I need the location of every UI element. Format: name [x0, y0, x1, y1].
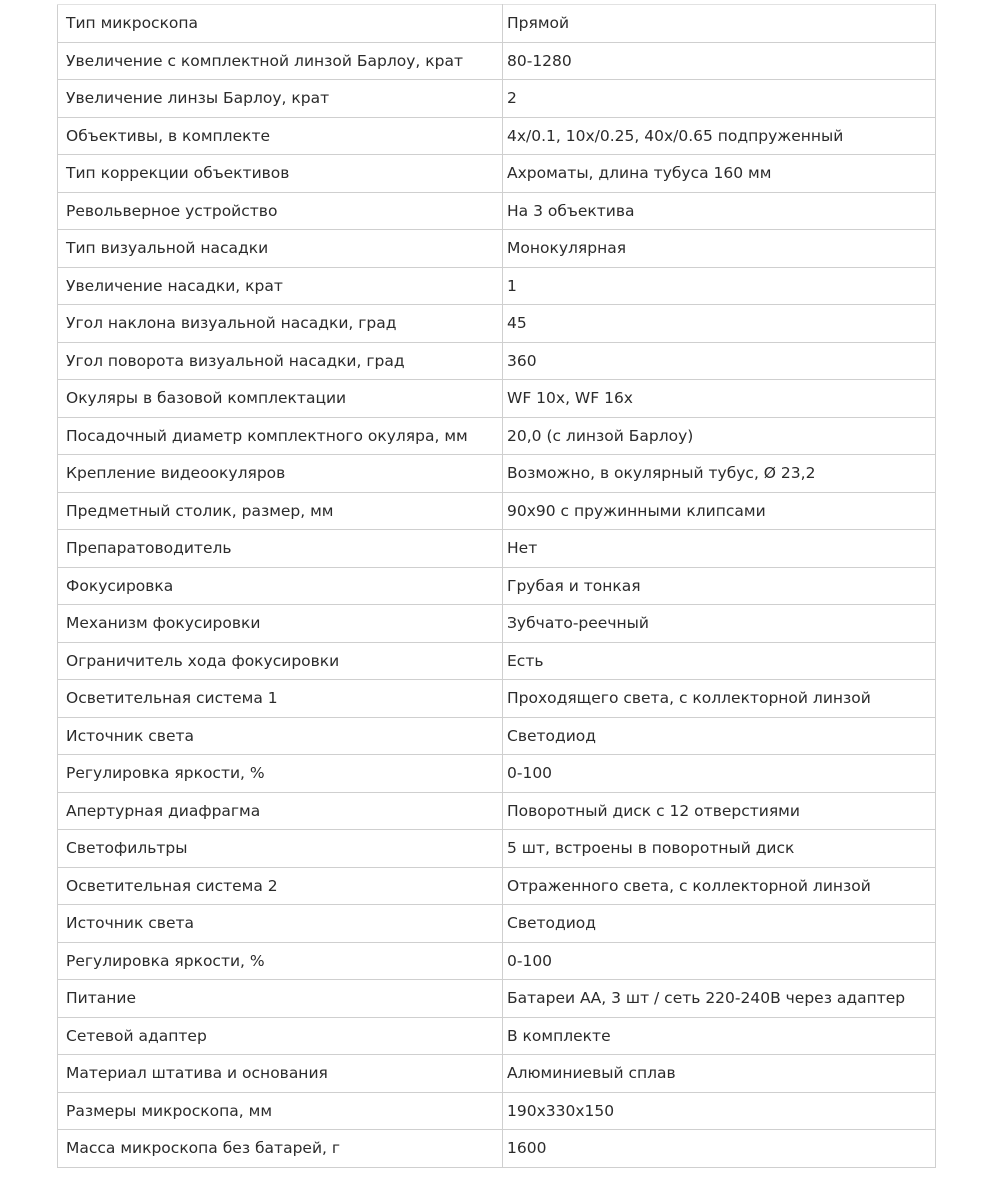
spec-name-cell: Угол наклона визуальной насадки, град [58, 305, 503, 343]
spec-name-cell: Регулировка яркости, % [58, 942, 503, 980]
spec-value-cell: WF 10x, WF 16x [503, 380, 936, 418]
spec-value-cell: Алюминиевый сплав [503, 1055, 936, 1093]
spec-row [58, 980, 936, 1018]
spec-table-body [58, 5, 936, 1168]
spec-value-cell: В комплекте [503, 1017, 936, 1055]
spec-value-cell: Проходящего света, с коллекторной линзой [503, 680, 936, 718]
spec-row [58, 192, 936, 230]
spec-value-cell: 2 [503, 80, 936, 118]
spec-row [58, 230, 936, 268]
spec-value-cell: Поворотный диск с 12 отверстиями [503, 792, 936, 830]
spec-row [58, 680, 936, 718]
spec-value-cell: Есть [503, 642, 936, 680]
spec-row [58, 1130, 936, 1168]
spec-value-cell: 0-100 [503, 942, 936, 980]
spec-name-cell: Масса микроскопа без батарей, г [58, 1130, 503, 1168]
spec-value-cell: Батареи АА, 3 шт / сеть 220-240В через адаптер [503, 980, 936, 1018]
spec-name-cell: Регулировка яркости, % [58, 755, 503, 793]
spec-value-cell: 360 [503, 342, 936, 380]
spec-value-cell: Отраженного света, с коллекторной линзой [503, 867, 936, 905]
spec-value-cell: Светодиод [503, 905, 936, 943]
spec-row [58, 305, 936, 343]
spec-value-cell: Монокулярная [503, 230, 936, 268]
spec-name-cell: Тип коррекции объективов [58, 155, 503, 193]
spec-value-cell: 190х330х150 [503, 1092, 936, 1130]
spec-name-cell: Угол поворота визуальной насадки, град [58, 342, 503, 380]
spec-row [58, 492, 936, 530]
spec-value-cell: 80-1280 [503, 42, 936, 80]
spec-row [58, 792, 936, 830]
spec-name-cell: Увеличение с комплектной линзой Барлоу, крат [58, 42, 503, 80]
spec-row [58, 155, 936, 193]
spec-name-cell: Препаратоводитель [58, 530, 503, 568]
spec-table [57, 4, 936, 1168]
spec-name-cell: Увеличение насадки, крат [58, 267, 503, 305]
spec-value-cell: 5 шт, встроены в поворотный диск [503, 830, 936, 868]
spec-row [58, 1092, 936, 1130]
spec-name-cell: Увеличение линзы Барлоу, крат [58, 80, 503, 118]
spec-name-cell: Механизм фокусировки [58, 605, 503, 643]
spec-value-cell: 0-100 [503, 755, 936, 793]
spec-row [58, 942, 936, 980]
spec-row [58, 5, 936, 43]
spec-name-cell: Посадочный диаметр комплектного окуляра, мм [58, 417, 503, 455]
spec-name-cell: Размеры микроскопа, мм [58, 1092, 503, 1130]
spec-value-cell: Грубая и тонкая [503, 567, 936, 605]
spec-row [58, 380, 936, 418]
spec-value-cell: Зубчато-реечный [503, 605, 936, 643]
spec-value-cell: На 3 объектива [503, 192, 936, 230]
spec-name-cell: Предметный столик, размер, мм [58, 492, 503, 530]
spec-value-cell: Ахроматы, длина тубуса 160 мм [503, 155, 936, 193]
spec-row [58, 905, 936, 943]
spec-row [58, 342, 936, 380]
spec-value-cell: 45 [503, 305, 936, 343]
spec-row [58, 567, 936, 605]
spec-row [58, 117, 936, 155]
spec-row [58, 1017, 936, 1055]
spec-value-cell: 90х90 с пружинными клипсами [503, 492, 936, 530]
spec-name-cell: Материал штатива и основания [58, 1055, 503, 1093]
spec-row [58, 605, 936, 643]
spec-name-cell: Крепление видеоокуляров [58, 455, 503, 493]
spec-value-cell: 4х/0.1, 10х/0.25, 40х/0.65 подпруженный [503, 117, 936, 155]
spec-value-cell: Возможно, в окулярный тубус, Ø 23,2 [503, 455, 936, 493]
spec-row [58, 717, 936, 755]
spec-name-cell: Окуляры в базовой комплектации [58, 380, 503, 418]
spec-value-cell: 1600 [503, 1130, 936, 1168]
spec-row [58, 755, 936, 793]
spec-row [58, 1055, 936, 1093]
spec-row [58, 267, 936, 305]
spec-row [58, 530, 936, 568]
spec-row [58, 642, 936, 680]
spec-name-cell: Ограничитель хода фокусировки [58, 642, 503, 680]
spec-row [58, 417, 936, 455]
spec-row [58, 80, 936, 118]
spec-row [58, 455, 936, 493]
spec-row [58, 830, 936, 868]
spec-name-cell: Револьверное устройство [58, 192, 503, 230]
spec-value-cell: 1 [503, 267, 936, 305]
spec-value-cell: 20,0 (с линзой Барлоу) [503, 417, 936, 455]
spec-name-cell: Осветительная система 1 [58, 680, 503, 718]
spec-name-cell: Тип микроскопа [58, 5, 503, 43]
spec-name-cell: Апертурная диафрагма [58, 792, 503, 830]
spec-name-cell: Источник света [58, 717, 503, 755]
spec-name-cell: Тип визуальной насадки [58, 230, 503, 268]
spec-value-cell: Нет [503, 530, 936, 568]
spec-value-cell: Прямой [503, 5, 936, 43]
spec-name-cell: Сетевой адаптер [58, 1017, 503, 1055]
spec-name-cell: Источник света [58, 905, 503, 943]
spec-name-cell: Осветительная система 2 [58, 867, 503, 905]
spec-name-cell: Объективы, в комплекте [58, 117, 503, 155]
spec-name-cell: Питание [58, 980, 503, 1018]
spec-row [58, 867, 936, 905]
spec-value-cell: Светодиод [503, 717, 936, 755]
spec-row [58, 42, 936, 80]
spec-name-cell: Фокусировка [58, 567, 503, 605]
spec-name-cell: Светофильтры [58, 830, 503, 868]
